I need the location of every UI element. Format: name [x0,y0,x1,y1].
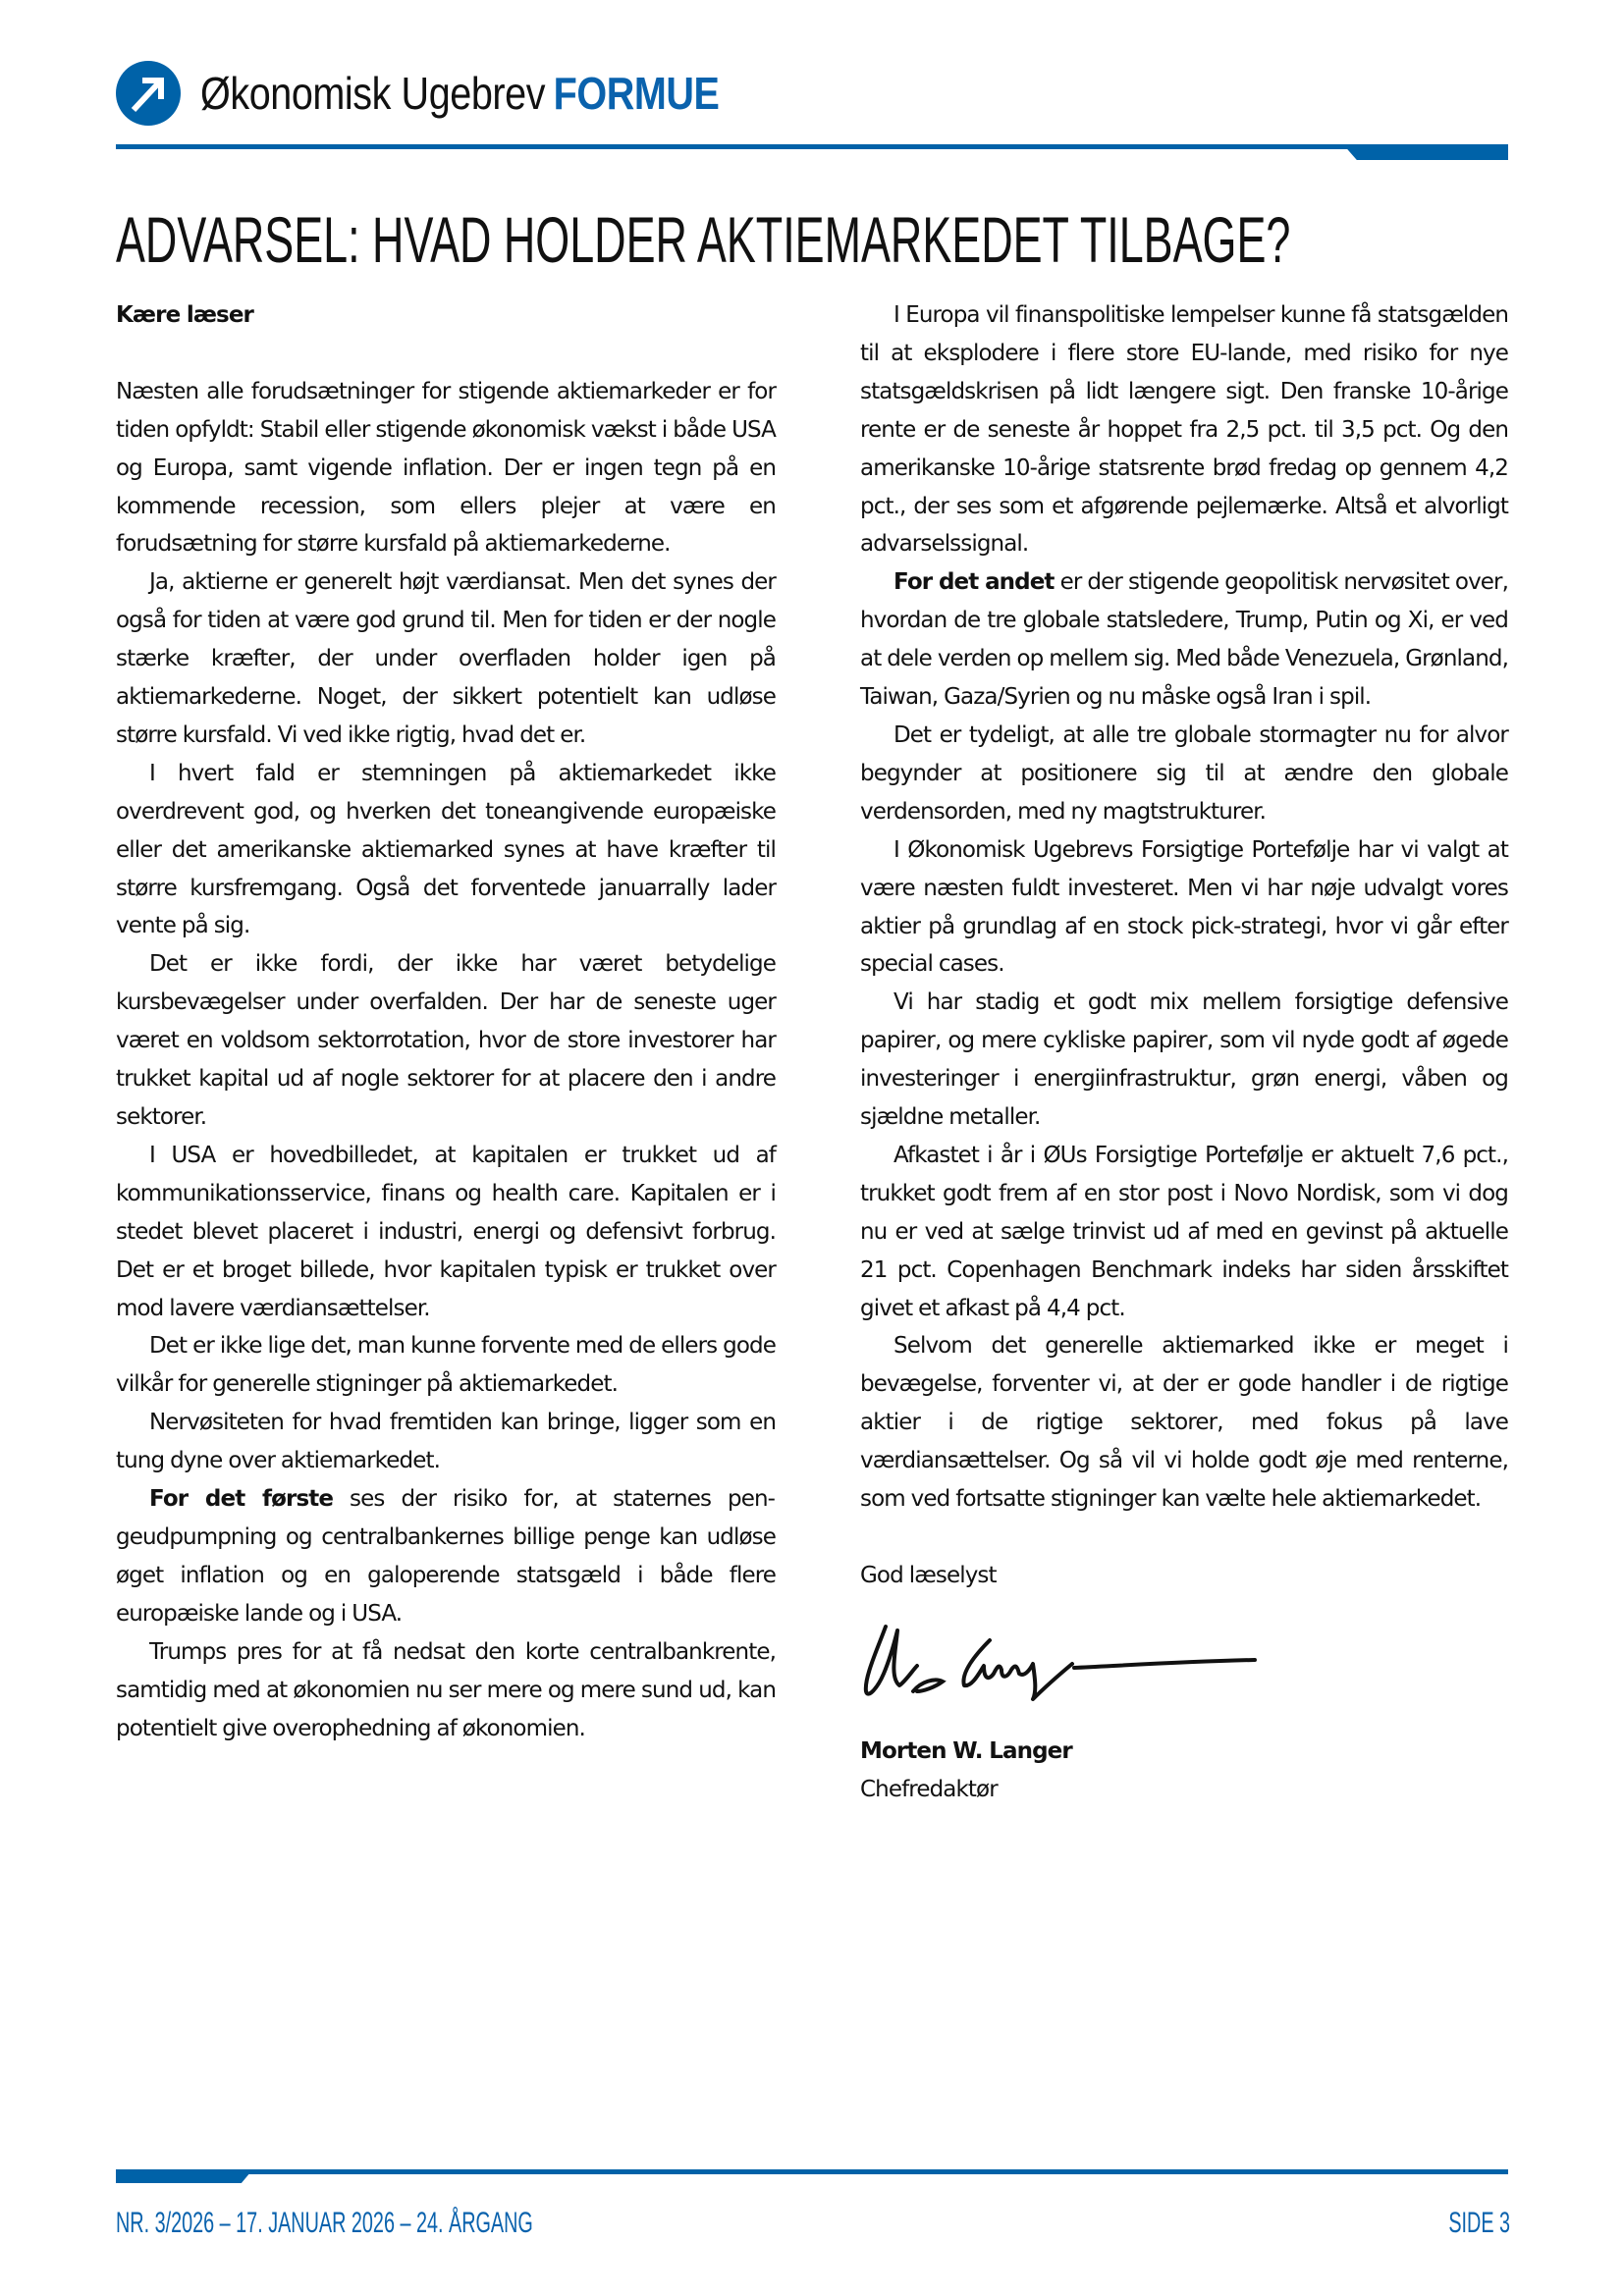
paragraph-text: er der stigende geopolitisk nervøsitet over, hvordan de tre globale statsledere, Trump, Putin og Xi, er ved at dele verden op mellem sig. Med både Venezuela, Grønland, Taiwan, Gaza/Syrien og nu måske også Iran i spil. [860,569,1508,711]
article-paragraph [116,1404,776,1480]
article-paragraph [116,1633,776,1748]
article-paragraph [116,373,776,564]
article-paragraph [116,1480,776,1633]
paragraph-text: I Europa vil finanspolitiske lempelser kunne få statsgælden til at eksplodere i flere store EU-lande, med risiko for nye statsgældskrisen på lidt længere sigt. Den franske 10-årige rente er de seneste år hoppet fra 2,5 pct. til 3,5 pct. Og den amerikanske 10-årige statsrente brød fredag op gennem 4,2 pct., der ses som et afgørende pejlemærke. Altså et alvorligt advarselssignal. [860,302,1508,558]
paragraph-text: I USA er hovedbilledet, at kapitalen er trukket ud af kommunikationsservice, finans og health care. Kapitalen er i stedet blevet placeret i industri, energi og defensivt forbrug. Det er et broget billede, hvor kapitalen typisk er trukket over mod lavere værdiansættelser. [116,1142,776,1321]
article-paragraph [116,1137,776,1328]
arrow-up-right-circle-icon [116,61,181,126]
article-paragraph [116,755,776,946]
paragraph-text: Det er ikke fordi, der ikke har været betydelige kursbevægelser under overfalden. Der har de seneste uger været en voldsom sektorrotation, hvor de store investorer har trukket kapital ud af nogle sektorer for at placere den i andre sektorer. [116,951,776,1131]
header-rule [116,144,1508,149]
sign-off: God læselyst [860,1562,997,1588]
footer-rule-accent [116,2169,249,2183]
paragraph-text: I Økonomisk Ugebrevs Forsigtige Portefølje har vi valgt at være næsten fuldt investeret. Men vi har nøje udvalgt vores aktier på grundlag af en stock pick-strategi, hvor vi går efter special cases. [860,836,1508,978]
paragraph-text: Afkastet i år i ØUs Forsigtige Portefølje er aktuelt 7,6 pct., trukket godt frem af en stor post i Novo Nordisk, som vi dog nu er ved at sælge trinvist ud af med en gevinst på aktuelle 21 pct. Copenhagen Benchmark indeks har siden årsskiftet givet et afkast på 4,4 pct. [860,1142,1508,1321]
article-paragraph [860,1137,1508,1328]
article-paragraph [116,563,776,755]
left-paragraphs [116,373,776,1748]
signature-image [852,1609,1508,1727]
article-paragraph [860,296,1508,563]
paragraph-text: ses der risiko for, at staternes pengeudpumpning og centralbankernes billige penge kan udløse øget inflation og en galoperende statsgæld i både flere europæiske lande og i USA. [116,1486,776,1627]
masthead [116,59,804,128]
author-name: Morten W. Langer [860,1737,1072,1764]
article-paragraph [116,1327,776,1404]
article-paragraph [116,945,776,1137]
paragraph-text: Det er tydeligt, at alle tre globale stormagter nu for alvor begynder at positionere sig til at ændre den globale verdensorden, med ny magtstrukturer. [860,721,1508,825]
article-paragraph [860,984,1508,1137]
paragraph-text: Trumps pres for at få nedsat den korte centralbankrente, samtidig med at økonomien nu ser mere og mere sund ud, kan potentielt give overophedning af økonomien. [116,1638,776,1741]
spacer [860,1519,1508,1557]
header-rule-accent [1347,144,1508,160]
greeting: Kære læser [116,302,253,328]
page-number: SIDE 3 [1448,2207,1510,2239]
right-paragraphs [860,296,1508,1519]
article-column-left [116,296,776,1747]
paragraph-text: Det er ikke lige det, man kunne forvente med de ellers gode vilkår for generelle stigninger på aktiemarkedet. [116,1333,776,1398]
article-paragraph [860,563,1508,717]
article-column-right [860,296,1508,1809]
author-title: Chefredaktør [860,1776,998,1802]
article-paragraph [860,1327,1508,1519]
footer-rule [116,2169,1508,2174]
paragraph-lead: For det første [149,1486,334,1513]
paragraph-text: Selvom det generelle aktiemarked ikke er meget i bevægelse, forventer vi, at der er gode handler i de rigtige aktier i de rigtige sektorer, med fokus på lave værdiansættelser. Og så vil vi holde godt øje med renterne, som ved fortsatte stigninger kan vælte hele aktiemarkedet. [860,1333,1508,1513]
paragraph-text: Nervøsiteten for hvad fremtiden kan bringe, ligger som en tung dyne over aktiemarkedet. [116,1410,776,1474]
article-paragraph [860,831,1508,985]
paragraph-text: I hvert fald er stemningen på aktiemarkedet ikke overdrevent god, og hverken det toneangivende europæiske eller det amerikanske aktiemarked synes at have kræfter til større kursfremgang. Også det forventede januarrally lader vente på sig. [116,760,776,939]
brand-name: Økonomisk Ugebrev [200,68,546,119]
article-title: ADVARSEL: HVAD HOLDER AKTIEMARKEDET TILBAGE? [116,203,1291,276]
article-paragraph [860,717,1508,831]
paragraph-text: Ja, aktierne er generelt højt værdiansat. Men det synes der også for tiden at være god grund til. Men for tiden er der nogle stærke kræfter, der under overfladen holder igen på aktiemarkederne. Noget, der sikkert potentielt kan udløse større kursfald. Vi ved ikke rigtig, hvad det er. [116,569,776,748]
brand-section: FORMUE [553,68,720,119]
paragraph-text: Vi har stadig et godt mix mellem forsigtige defensive papirer, og mere cykliske papirer, som vil nyde godt af øgede investeringer i energiinfrastruktur, grøn energi, våben og sjældne metaller. [860,989,1508,1131]
publication-name [200,68,720,119]
paragraph-text: Næsten alle forudsætninger for stigende aktiemarkeder er for tiden opfyldt: Stabil eller stigende økonomisk vækst i både USA og Europa, samt vigende inflation. Der er ingen tegn på en kommende recession, som ellers plejer at være en forudsætning for større kursfald på aktiemarkederne. [116,378,776,558]
issue-info: NR. 3/2026 – 17. JANUAR 2026 – 24. ÅRGANG [116,2207,533,2239]
paragraph-lead: For det andet [893,569,1055,596]
